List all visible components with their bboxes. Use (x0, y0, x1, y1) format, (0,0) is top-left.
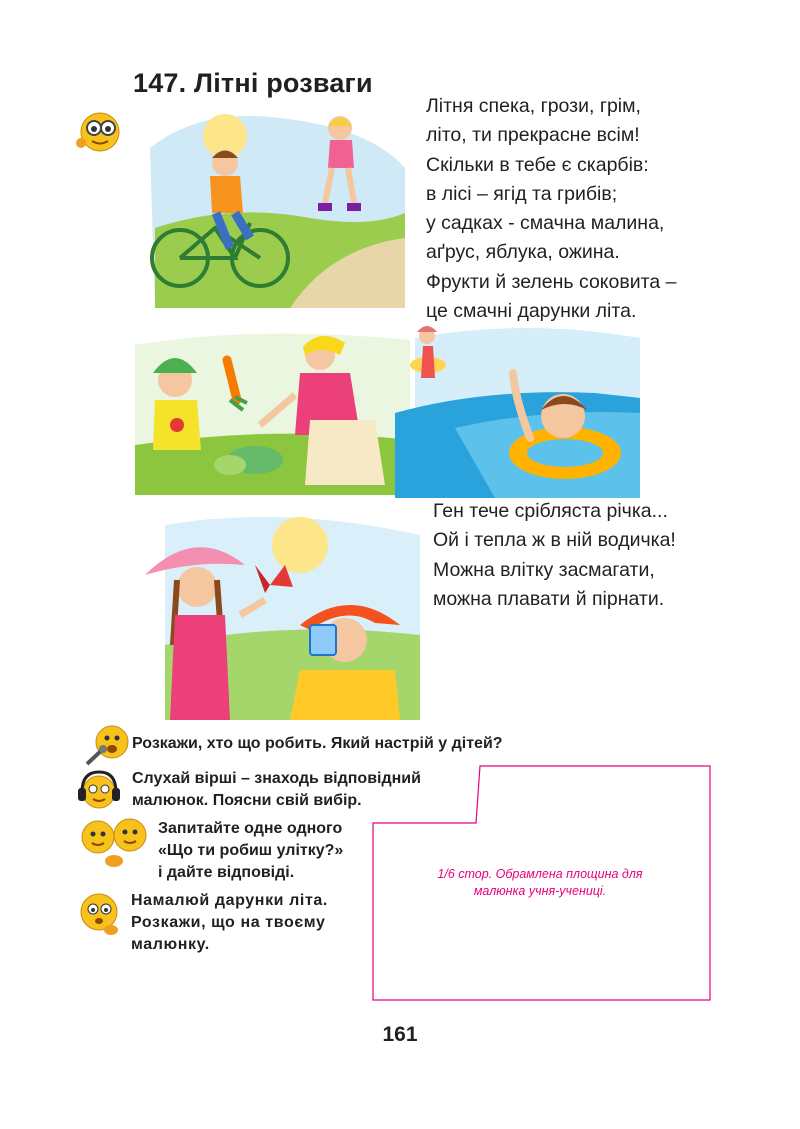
task-line: Розкажи, що на твоєму (131, 914, 326, 931)
poem-line: Фрукти й зелень соковита – (426, 270, 677, 293)
task-line: Запитайте одне одного (158, 820, 343, 837)
task-line: і дайте відповіді. (158, 864, 295, 881)
poem-line: можна плавати й пірнати. (433, 587, 665, 610)
task-line: малюнку. (131, 936, 210, 953)
poem-line: Можна влітку засмагати, (433, 558, 655, 581)
poem-line: аґрус, яблука, ожина. (426, 241, 620, 264)
poem-line: в лісі – ягід та грибів; (426, 182, 618, 205)
poem-line: Літня спека, грози, грім, (426, 95, 641, 117)
task-line: Розкажи, хто що робить. Який настрій у дітей? (132, 735, 503, 752)
task-line: Намалюй дарунки літа. (131, 892, 328, 909)
task-line: Слухай вірші – знаходь відповідний (132, 770, 421, 787)
page-number: 161 (382, 1023, 418, 1046)
poem-line: це смачні дарунки літа. (426, 300, 637, 323)
task-line: малюнок. Поясни свій вибір. (132, 792, 362, 809)
poem-line: у садках - смачна малина, (426, 212, 665, 235)
lesson-title: 147. Літні розваги (133, 68, 373, 98)
poem-line: літо, ти прекрасне всім! (426, 124, 640, 147)
frame-note-line: малюнка учня-учениці. (473, 884, 607, 898)
frame-note-line: 1/6 стор. Обрамлена площина для (437, 867, 643, 881)
poem-line: Ген тече срібляста річка... (433, 500, 668, 522)
task-line: «Що ти робиш улітку?» (158, 842, 344, 859)
poem-line: Ой і тепла ж в ній водичка! (433, 529, 676, 552)
poem-line: Скільки в тебе є скарбів: (426, 153, 649, 176)
frame-note (395, 866, 685, 900)
